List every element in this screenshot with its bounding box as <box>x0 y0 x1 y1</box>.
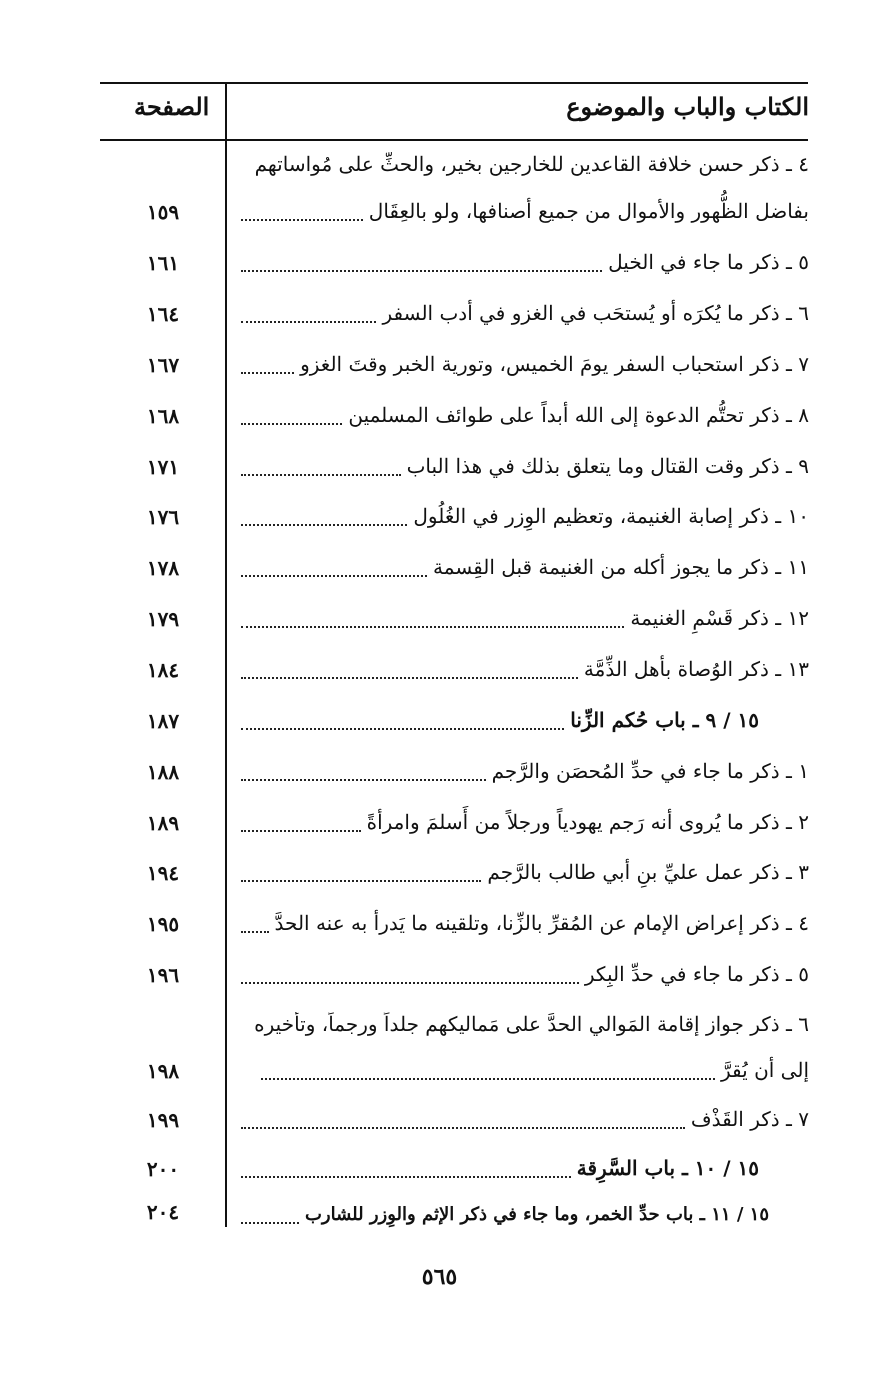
toc-entry <box>241 1100 809 1138</box>
entry-text: إلى أن يُقرَّ <box>721 1058 809 1082</box>
leader-dots <box>241 1127 685 1129</box>
leader-dots <box>241 474 401 476</box>
entry-text: ٩ ـ ذكر وقت القتال وما يتعلق بذلك في هذا الباب <box>406 454 809 478</box>
toc-chapter-entry <box>241 1149 759 1187</box>
leader-dots <box>261 1078 715 1080</box>
entry-page-number: ١٧٩ <box>146 607 180 631</box>
entry-page-number: ١٨٤ <box>146 658 180 682</box>
entry-text: ٦ ـ ذكر ما يُكرَه أو يُستحَب في الغزو في أدب السفر <box>382 301 809 325</box>
toc-entry <box>241 955 809 993</box>
entry-text: ١٥ / ١١ ـ باب حدِّ الخمر، وما جاء في ذكر الإثم والوِزر للشارب <box>304 1203 769 1225</box>
entry-page-number: ١٩٤ <box>146 861 180 885</box>
toc-chapter-entry <box>241 701 759 739</box>
entry-text: ١ ـ ذكر ما جاء في حدِّ المُحصَن والرَّجم <box>491 759 809 783</box>
toc-entry <box>241 497 809 535</box>
toc-entry <box>241 548 809 586</box>
entry-page-number: ١٨٧ <box>146 709 180 733</box>
entry-text: ٣ ـ ذكر عمل عليِّ بنِ أبي طالب بالرَّجم <box>487 860 809 884</box>
leader-dots <box>241 524 407 526</box>
entry-text: ٧ ـ ذكر استحباب السفر يومَ الخميس، وتورية الخبر وقتَ الغزو <box>300 352 809 376</box>
toc-entry <box>241 345 809 383</box>
leader-dots <box>241 321 376 323</box>
entry-text: بفاضل الظُّهور والأموال من جميع أصنافها، ولو بالعِقَال <box>368 199 809 223</box>
toc-entry <box>241 599 809 637</box>
entry-page-number: ١٩٥ <box>146 912 180 936</box>
leader-dots <box>241 219 363 221</box>
leader-dots <box>241 830 361 832</box>
entry-text: ٧ ـ ذكر القَذْف <box>690 1107 809 1131</box>
toc-entry <box>241 447 809 485</box>
toc-entry <box>241 803 809 841</box>
leader-dots <box>241 880 481 882</box>
entry-text: ٤ ـ ذكر إعراض الإمام عن المُقرِّ بالزِّنا، وتلقينه ما يَدرأ به عنه الحدَّ <box>274 911 809 935</box>
entry-page-number: ١٥٩ <box>146 200 180 224</box>
entry-text: ١٢ ـ ذكر قَسْمِ الغنيمة <box>630 606 809 630</box>
entry-text: ١٣ ـ ذكر الوُصاة بأهل الذِّمَّة <box>583 657 809 681</box>
leader-dots <box>241 626 624 628</box>
entry-text: ١١ ـ ذكر ما يجوز أكله من الغنيمة قبل القِسمة <box>433 555 809 579</box>
entry-text: ٨ ـ ذكر تحتُّم الدعوة إلى الله أبداً على طوائف المسلمين <box>348 403 809 427</box>
leader-dots <box>241 575 427 577</box>
entry-page-number: ١٦٧ <box>146 353 180 377</box>
page-footer-number: ٥٦٥ <box>421 1264 458 1290</box>
toc-entry <box>241 650 809 688</box>
entry-page-number: ١٨٨ <box>146 760 180 784</box>
column-divider <box>225 84 227 1227</box>
entry-page-number: ١٩٨ <box>146 1059 180 1083</box>
leader-dots <box>241 728 564 730</box>
entry-text: ١٠ ـ ذكر إصابة الغنيمة، وتعظيم الوِزر في الغُلُول <box>413 504 809 528</box>
leader-dots <box>241 1176 571 1178</box>
toc-chapter-entry <box>241 1195 769 1233</box>
entry-text: ٥ ـ ذكر ما جاء في حدِّ البِكر <box>584 962 809 986</box>
entry-page-number: ١٧١ <box>146 455 180 479</box>
entry-first-line: ٦ ـ ذكر جواز إقامة المَوالي الحدَّ على مَماليكهم جلداً ورجماً، وتأخيره <box>254 1012 809 1036</box>
header-page-label: الصفحة <box>134 92 210 121</box>
entry-page-number: ١٦٤ <box>146 302 180 326</box>
entry-first-line: ٤ ـ ذكر حسن خلافة القاعدين للخارجين بخير، والحثِّ على مُواساتهم <box>254 152 809 176</box>
toc-entry <box>241 243 809 281</box>
leader-dots <box>241 779 486 781</box>
header-rule <box>100 139 808 141</box>
entry-page-number: ٢٠٤ <box>146 1200 180 1224</box>
header-title: الكتاب والباب والموضوع <box>566 92 809 121</box>
entry-page-number: ١٩٦ <box>146 963 180 987</box>
leader-dots <box>241 270 602 272</box>
entry-page-number: ١٦٨ <box>146 404 180 428</box>
leader-dots <box>241 931 269 933</box>
toc-entry <box>241 752 809 790</box>
toc-entry <box>241 904 809 942</box>
entry-text: ١٥ / ٩ ـ باب حُكم الزِّنا <box>570 708 759 732</box>
toc-entry <box>261 1051 809 1089</box>
leader-dots <box>241 372 294 374</box>
leader-dots <box>241 677 578 679</box>
entry-text: ٢ ـ ذكر ما يُروى أنه رَجم يهودياً ورجلاً من أَسلمَ وامرأةً <box>366 810 809 834</box>
leader-dots <box>241 423 342 425</box>
entry-text: ١٥ / ١٠ ـ باب السَّرِقة <box>576 1156 759 1180</box>
entry-text: ٥ ـ ذكر ما جاء في الخيل <box>608 250 809 274</box>
toc-entry <box>241 396 809 434</box>
toc-entry <box>241 192 809 230</box>
entry-page-number: ١٨٩ <box>146 811 180 835</box>
entry-page-number: ١٦١ <box>146 251 180 275</box>
leader-dots <box>241 982 579 984</box>
toc-entry <box>241 294 809 332</box>
entry-page-number: ١٧٦ <box>146 505 180 529</box>
leader-dots <box>241 1222 299 1224</box>
entry-page-number: ١٩٩ <box>146 1108 180 1132</box>
toc-entry <box>241 853 809 891</box>
entry-page-number: ١٧٨ <box>146 556 180 580</box>
entry-page-number: ٢٠٠ <box>146 1157 180 1181</box>
top-rule <box>100 82 808 84</box>
